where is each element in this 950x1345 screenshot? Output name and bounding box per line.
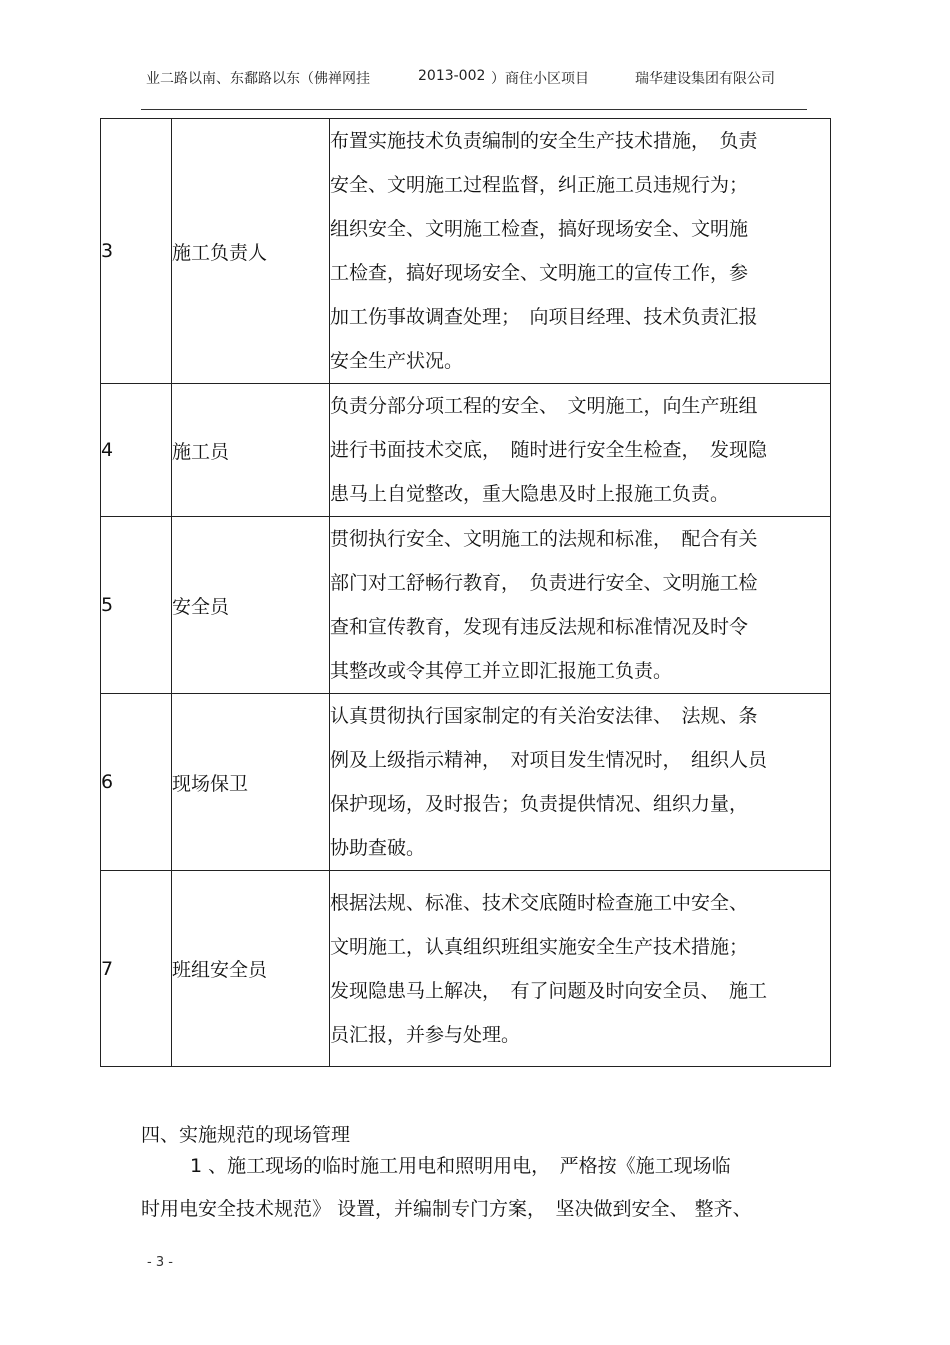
description-line: 进行书面技术交底， 随时进行安全生检查， 发现隐 (330, 439, 768, 461)
row-number: 4 (101, 384, 172, 517)
header-project: ）商住小区项目 (491, 71, 589, 87)
description-line: 其整改或令其停工并立即汇报施工负责。 (330, 660, 673, 682)
row-role: 施工员 (172, 384, 330, 517)
row-role: 现场保卫 (172, 694, 330, 871)
paragraph-line: 时用电安全技术规范》 设置，并编制专门方案， 坚决做到安全、 整齐、 (141, 1198, 752, 1220)
description-line: 查和宣传教育，发现有违反法规和标准情况及时令 (330, 616, 749, 638)
description-line: 负责分部分项工程的安全、 文明施工，向生产班组 (330, 395, 758, 417)
table-row (101, 871, 831, 1067)
description-line: 认真贯彻执行国家制定的有关治安法律、 法规、条 (330, 705, 758, 727)
description-line: 加工伤事故调查处理； 向项目经理、技术负责汇报 (330, 306, 758, 328)
responsibility-table (100, 118, 831, 1067)
table-row (101, 119, 831, 384)
description-line: 安全生产状况。 (330, 350, 464, 372)
description-line: 工检查，搞好现场安全、文明施工的宣传工作，参 (330, 262, 749, 284)
row-number: 7 (101, 871, 172, 1067)
description-line: 例及上级指示精神， 对项目发生情况时， 组织人员 (330, 749, 768, 771)
header-company: 瑞华建设集团有限公司 (635, 71, 775, 87)
row-role: 安全员 (172, 517, 330, 694)
description-line: 布置实施技术负责编制的安全生产技术措施， 负责 (330, 130, 758, 152)
description-line: 员汇报，并参与处理。 (330, 1023, 521, 1046)
table-row (101, 517, 831, 694)
row-description (330, 384, 831, 517)
description-line: 贯彻执行安全、文明施工的法规和标准， 配合有关 (330, 528, 758, 550)
header-rule (141, 109, 807, 110)
row-role: 班组安全员 (172, 871, 330, 1067)
table-row (101, 384, 831, 517)
page-number: - 3 - (147, 1255, 173, 1270)
description-line: 患马上自觉整改，重大隐患及时上报施工负责。 (330, 483, 730, 505)
row-number: 3 (101, 119, 172, 384)
description-line: 安全、文明施工过程监督，纠正施工员违规行为； (330, 174, 749, 196)
section-heading: 四、实施规范的现场管理 (141, 1124, 351, 1146)
description-line: 文明施工，认真组织班组实施安全生产技术措施； (330, 935, 749, 958)
description-line: 部门对工舒畅行教育， 负责进行安全、文明施工检 (330, 572, 758, 594)
table-row (101, 694, 831, 871)
description-line: 根据法规、标准、技术交底随时检查施工中安全、 (330, 891, 749, 914)
row-description (330, 871, 831, 1067)
description-line: 协助查破。 (330, 837, 426, 859)
row-description (330, 694, 831, 871)
description-line: 组织安全、文明施工检查，搞好现场安全、文明施 (330, 218, 749, 240)
header-code: 2013-002 (418, 68, 486, 84)
row-description (330, 119, 831, 384)
header-location: 业二路以南、东鄱路以东（佛禅网挂 (146, 71, 370, 87)
row-number: 5 (101, 517, 172, 694)
row-role: 施工负责人 (172, 119, 330, 384)
description-line: 保护现场，及时报告；负责提供情况、组织力量， (330, 793, 749, 815)
description-line: 发现隐患马上解决， 有了问题及时向安全员、 施工 (330, 979, 768, 1002)
row-description (330, 517, 831, 694)
row-number: 6 (101, 694, 172, 871)
paragraph-line: 1 、施工现场的临时施工用电和照明用电， 严格按《施工现场临 (190, 1155, 731, 1177)
